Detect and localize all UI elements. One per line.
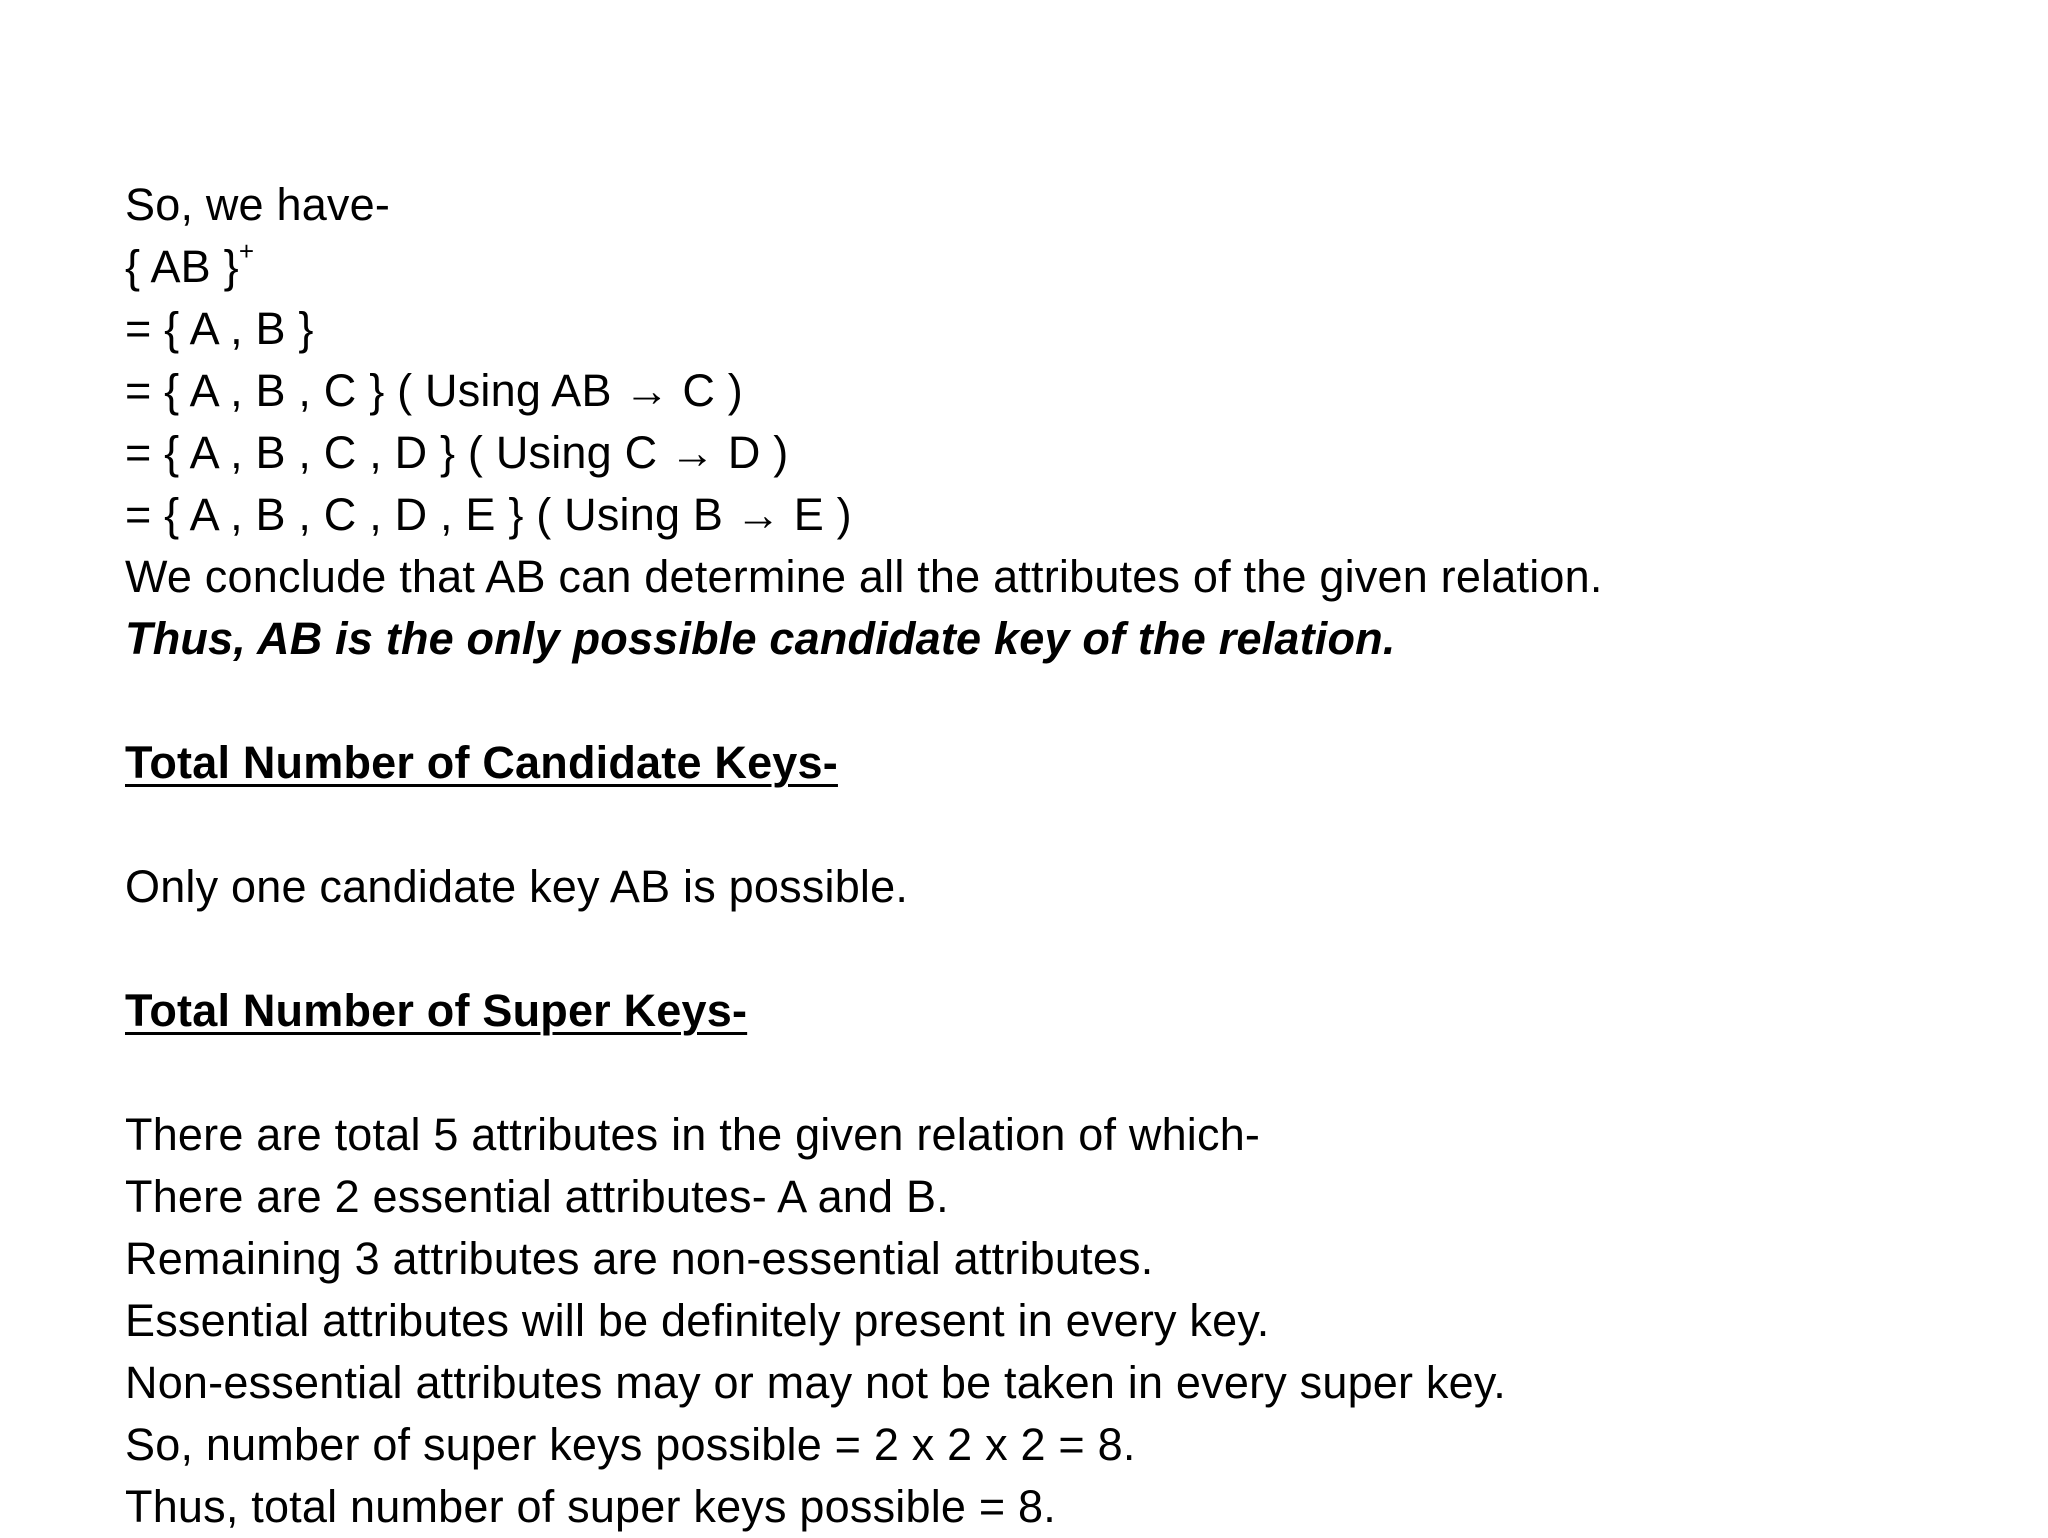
closure-step: = { A , B , C , D } ( Using C → D ) xyxy=(125,427,789,478)
super-keys-line: There are total 5 attributes in the given relation of which- xyxy=(125,1109,1261,1160)
closure-step: = { A , B , C } ( Using AB → C ) xyxy=(125,365,743,416)
closure-set-label: { AB } xyxy=(125,241,239,292)
closure-intro: So, we have- xyxy=(125,179,391,230)
super-keys-line: So, number of super keys possible = 2 x 2 x 2 = 8. xyxy=(125,1419,1136,1470)
super-keys-line: Thus, total number of super keys possible = 8. xyxy=(125,1481,1056,1532)
closure-step: = { A , B } xyxy=(125,303,314,354)
candidate-key-emphasis: Thus, AB is the only possible candidate key of the relation. xyxy=(125,613,1396,664)
candidate-keys-heading: Total Number of Candidate Keys- xyxy=(125,737,838,788)
closure-set-superscript: + xyxy=(238,236,255,266)
closure-conclusion: We conclude that AB can determine all the attributes of the given relation. xyxy=(125,551,1603,602)
spacer xyxy=(125,794,1985,856)
closure-step: = { A , B , C , D , E } ( Using B → E ) xyxy=(125,489,852,540)
slide-content xyxy=(125,174,1985,1538)
candidate-keys-text: Only one candidate key AB is possible. xyxy=(125,861,909,912)
spacer xyxy=(125,670,1985,732)
super-keys-line: There are 2 essential attributes- A and B. xyxy=(125,1171,949,1222)
spacer xyxy=(125,1042,1985,1104)
super-keys-line: Non-essential attributes may or may not be taken in every super key. xyxy=(125,1357,1506,1408)
closure-set xyxy=(125,236,1985,298)
super-keys-heading: Total Number of Super Keys- xyxy=(125,985,748,1036)
super-keys-line: Remaining 3 attributes are non-essential attributes. xyxy=(125,1233,1154,1284)
spacer xyxy=(125,918,1985,980)
super-keys-line: Essential attributes will be definitely present in every key. xyxy=(125,1295,1270,1346)
